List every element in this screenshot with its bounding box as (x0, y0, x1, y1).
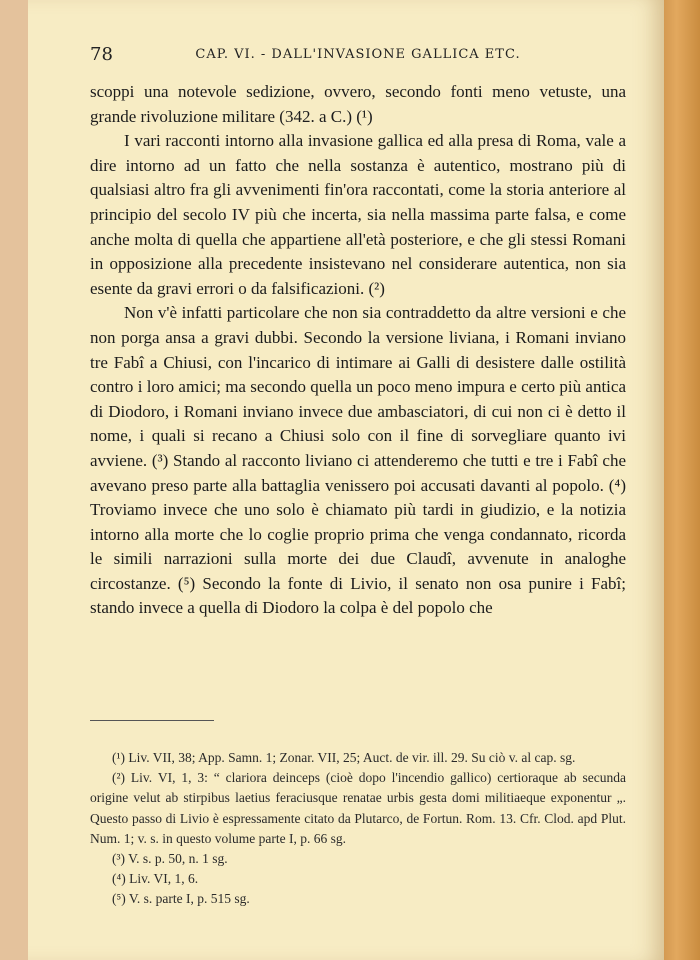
footnotes (90, 748, 626, 910)
page-number: 78 (90, 44, 113, 65)
footnote: (⁵) V. s. parte I, p. 515 sg. (112, 891, 250, 907)
page-header (90, 44, 626, 70)
footnote: (⁴) Liv. VI, 1, 6. (112, 871, 199, 887)
footnote-divider (90, 720, 214, 721)
footnote: (²) Liv. VI, 1, 3: “ clariora deinceps (cioè dopo l'incendio gallico) certioraque ab secunda origine velut ab stirpibus laetius feraciusque renatae urbis gesta domi militiaeque exponentur „. Questo passo di Livio è espressamente citato da Plutarco, de Fortun. Rom. 13. Cfr. Clod. apd Plut. Num. 1; v. s. in questo volume parte I, p. 66 sg. (90, 770, 626, 846)
paragraph: I vari racconti intorno alla invasione gallica ed alla presa di Roma, vale a dire intorno ad un fatto che nella sostanza è autentico, mostrano più di qualsiasi altro fra gli avvenimenti fin'ora raccontati, come la storia anteriore al principio del secolo IV più che incerta, sia nella massima parte falsa, e come anche molta di quella che appartiene all'età posteriore, e che gli stessi Romani in opposizione alla precedente insistevano nel considerare autentica, non sia esente da gravi errori o da falsificazioni. (²) (90, 131, 626, 298)
paragraph: Non v'è infatti particolare che non sia contraddetto da altre versioni e che non porga ansa a gravi dubbi. Secondo la versione liviana, i Romani inviano tre Fabî a Chiusi, con l'incarico di intimare ai Galli di desistere dalle ostilità contro i loro amici; ma secondo quella un poco meno impura e certo più antica di Diodoro, i Romani inviano invece due ambasciatori, di cui non ci è detto il nome, i quali si recano a Chiusi solo con il fine di sorvegliare quanto ivi avviene. (³) Stando al racconto liviano ci attenderemo che tutti e tre i Fabî che avevano preso parte alla battaglia venissero poi accusati davanti al popolo. (⁴) Troviamo invece che uno solo è chiamato più tardi in giudizio, e la notizia intorno alla morte che lo coglie proprio prima che venga condannato, ricorda le simili narrazioni sulla morte dei due Claudî, avvenute in analoghe circostanze. (⁵) Secondo la fonte di Livio, il senato non osa punire i Fabî; stando invece a quella di Diodoro la colpa è del popolo che (90, 303, 626, 618)
running-head: CAP. VI. - DALL'INVASIONE GALLICA ETC. (195, 47, 521, 62)
paragraph: scoppi una notevole sedizione, ovvero, secondo fonti meno vetuste, una grande rivoluzione militare (342. a C.) (¹) (90, 82, 626, 126)
footnote: (¹) Liv. VII, 38; App. Samn. 1; Zonar. VII, 25; Auct. de vir. ill. 29. Su ciò v. al cap. sg. (112, 750, 576, 765)
page-edge (664, 0, 700, 960)
footnote: (³) V. s. p. 50, n. 1 sg. (112, 851, 228, 867)
body-text (90, 80, 626, 621)
